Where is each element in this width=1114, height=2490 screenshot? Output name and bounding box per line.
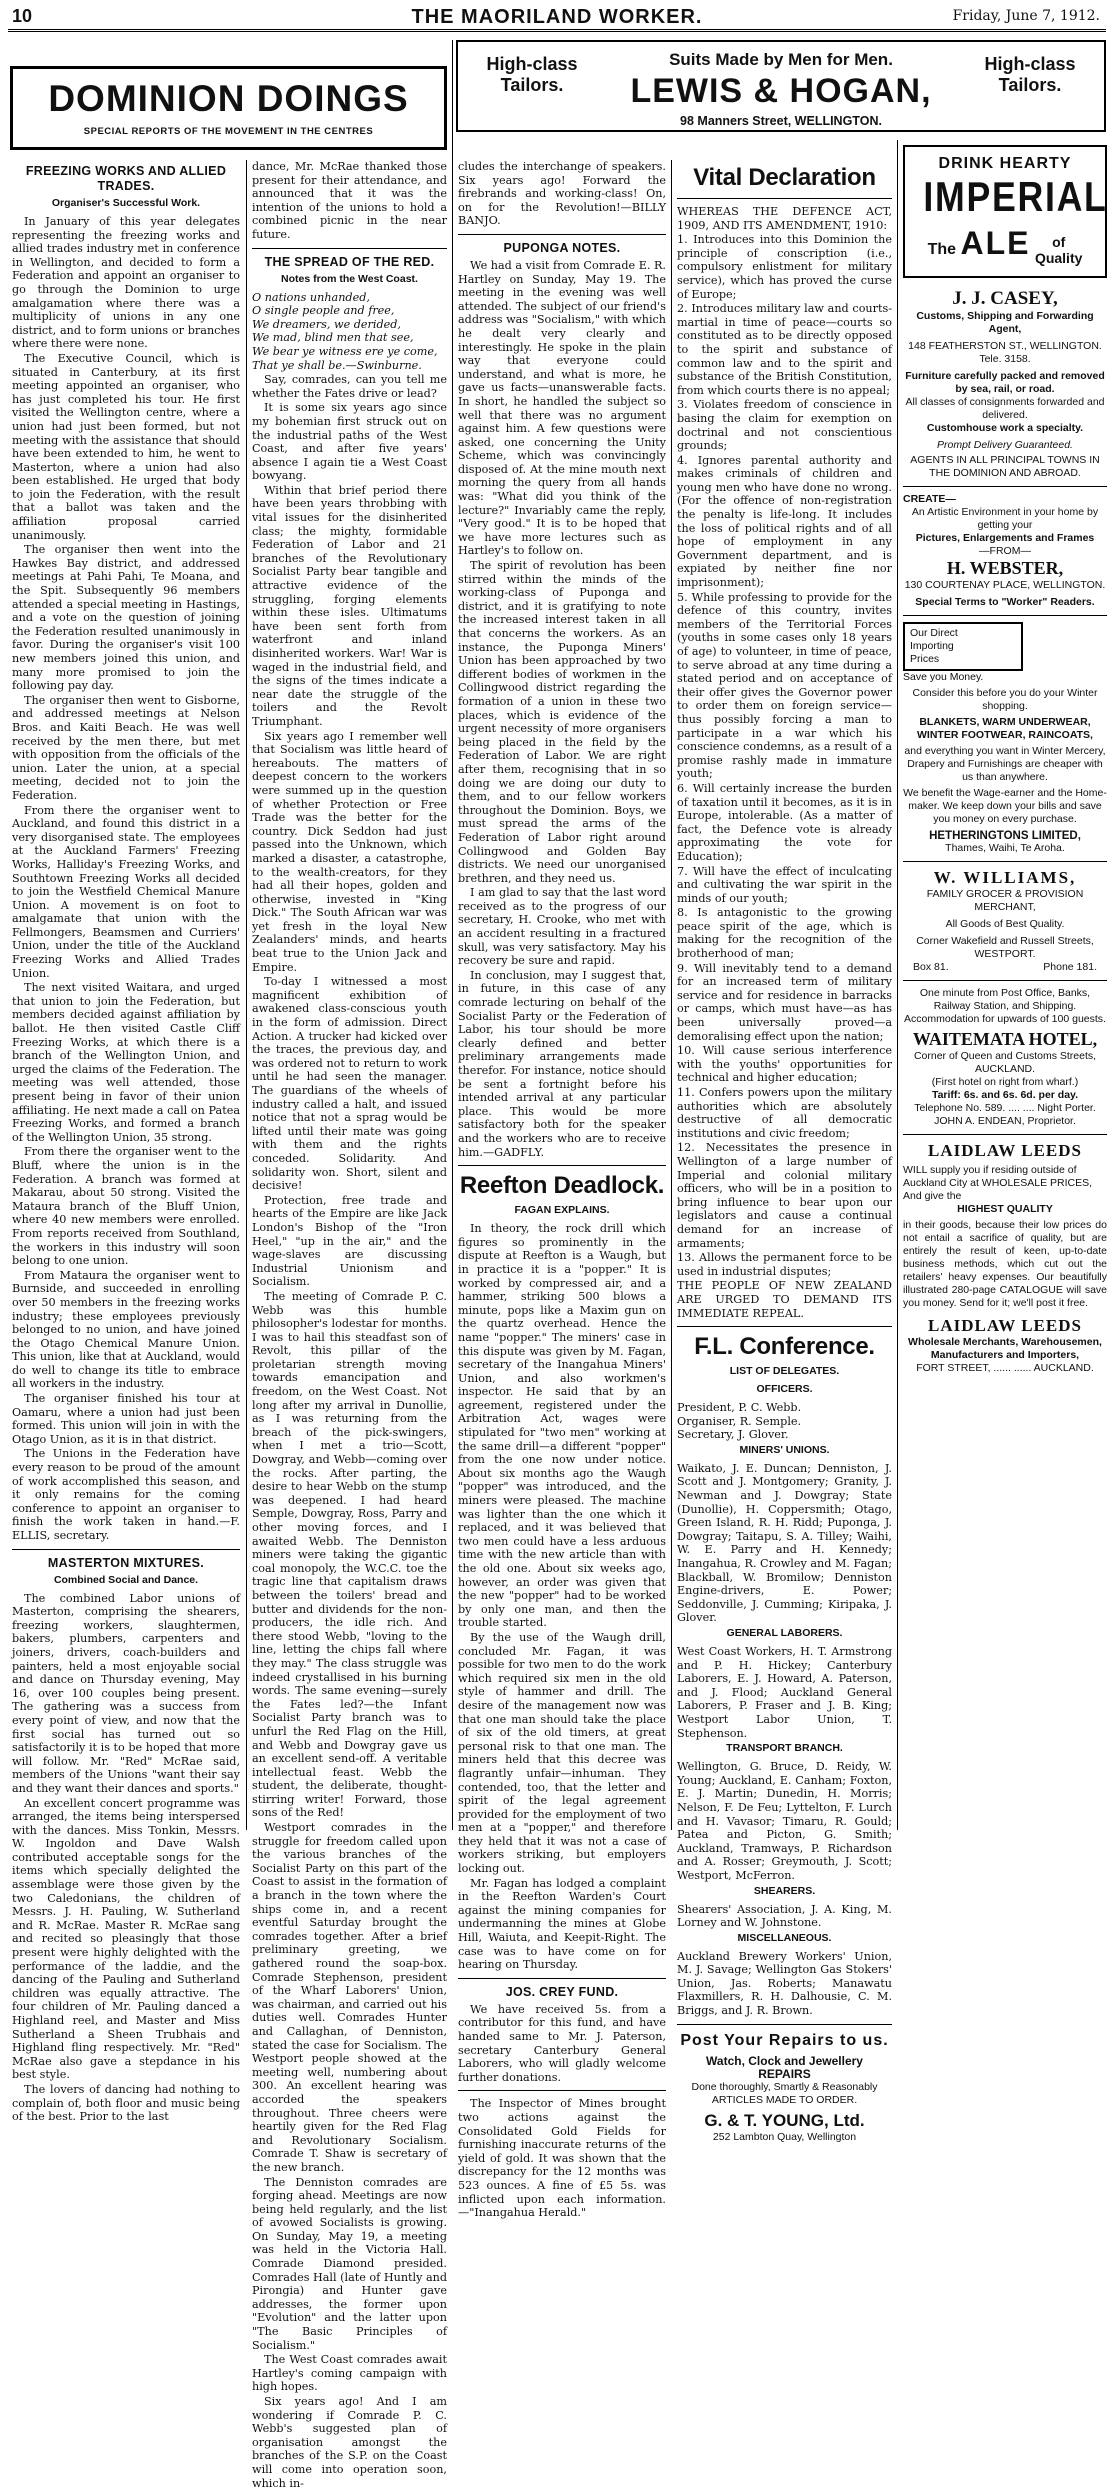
paragraph: The Inspector of Mines brought two actions against the Consolidated Gold Fields for furnishing inaccurate returns of the yield of gold. It was shown that the discrepancy for the 12 months was 523 ounces. A fine of £5 5s. was inflicted upon each information.—"Inangahua Herald." — [458, 2097, 666, 2220]
ad-name: G. & T. YOUNG, Ltd. — [704, 2110, 865, 2130]
ad-line: of — [1052, 233, 1066, 250]
laidlaw-leeds-ad — [903, 1141, 1107, 1375]
ad-name: J. J. CASEY, — [952, 287, 1058, 309]
ad-title: Post Your Repairs to us. — [680, 2031, 889, 2049]
section-title: OFFICERS. — [756, 1383, 813, 1396]
ad-line: (First hotel on right from wharf.) — [931, 1075, 1079, 1088]
divider — [458, 2090, 666, 2091]
ad-line: Corner Wakefield and Russell Streets, WESTPORT. — [916, 934, 1094, 960]
paragraph: The Unions in the Federation have every reason to be proud of the amount of work accomplished this season, and it only remains for the coming conference to appoint an organiser to finish the work taken in hand.—F. ELLIS, secretary. — [12, 1447, 240, 1542]
ad-line: CREATE— — [903, 492, 956, 505]
ad-line: FAMILY GROCER & PROVISION MERCHANT, — [926, 887, 1084, 913]
ad-address: 98 Manners Street, WELLINGTON. — [680, 114, 882, 128]
paragraph: We had a visit from Comrade E. R. Hartley on Sunday, May 19. The meeting in the evening was well attended. The subject of our friend's address was "Socialism," with which he dealt very clearly and interestingly. He spoke in the plain way that everyone could understand, and what is more, he gave us facts—unanswerable facts. In short, he handled the subject so well that there was no argument against him. A few questions were asked, one concerning the Unity Scheme, which was convincingly disposed of. At the mine mouth next morning the query from all hands was: "What did you think of the lecture?" Invariably came the reply, "Very good." It is to be hoped that we have more lectures such as Hartley's to follow on. — [458, 258, 666, 558]
section-title: TRANSPORT BRANCH. — [726, 1742, 843, 1755]
section-title: MINERS' UNIONS. — [739, 1443, 830, 1456]
ad-line: ARTICLES MADE TO ORDER. — [711, 2093, 858, 2106]
ad-line: Consider this before you do your Winter shopping. — [912, 686, 1098, 712]
paragraph: The organiser then went into the Hawkes Bay district, and addressed meetings at Pahi Pahi, Te Moana, and the Spit. Subsequently 96 members attended a special meeting in Hastings, and a vote on the question of joining the Federation resulted unanimously in favor. During the organiser's visit 100 new members joined this union, and many more promised to join the following pay day. — [12, 543, 240, 693]
ad-slogan: Suits Made by Men for Men. — [669, 50, 893, 69]
ad-address: 130 COURTENAY PLACE, WELLINGTON. — [904, 578, 1106, 591]
article-headline: Reefton Deadlock. — [459, 1172, 665, 1200]
column-2 — [252, 160, 448, 2490]
divider — [677, 1326, 892, 1327]
ad-line: FORT STREET, ...... ...... AUCKLAND. — [916, 1361, 1094, 1374]
ad-line: WILL supply you if residing outside of Auckland City at WHOLESALE PRICES, — [903, 1163, 1093, 1189]
paragraph: From Mataura the organiser went to Burnside, and succeeded in enrolling over 50 members in the freezing works industry; these employees previously belonged to no union, and have joined the Otago Chemical Manure Union. This union, like that at Auckland, would do well to change its title to embrace all workers in the industry. — [12, 1268, 240, 1391]
paragraph: The Denniston comrades are forging ahead. Meetings are now being held regularly, and the list of avowed Socialists is growing. On Sunday, May 19, a meeting was held in the Victoria Hall. Comrade Diamond presided. Comrades Hall (late of Huntly and Pirongia) and Hunter gave addresses, the former upon "Evolution" and the latter upon "The Basic Principles of Socialism." — [252, 2175, 448, 2352]
williams-ad — [903, 868, 1107, 974]
young-repairs-ad — [677, 2031, 892, 2144]
paragraph: The organiser finished his tour at Oamaru, where a union had just been formed. This union will join in with the Otago Union, as it is in that district. — [12, 1392, 240, 1446]
ad-line: Prompt Delivery Guaranteed. — [937, 438, 1073, 451]
divider — [458, 234, 666, 235]
article-subheading: Combined Social and Dance. — [53, 1573, 199, 1586]
verse: O nations unhanded, O single people and free, We dreamers, we derided, We mad, blind men that see, We bear ye witness ere ye come, That ye shall be.—Swinburne. — [252, 290, 438, 372]
divider — [677, 2024, 892, 2025]
column-rule — [671, 160, 672, 1830]
paragraph: Protection, free trade and hearts of the Empire are like Jack London's Bishop of the "Iron Heel," "up in the air," and the wage-slaves are discussing Industrial Unionism and Socialism. — [252, 1193, 447, 1289]
paragraph: By the use of the Waugh drill, concluded Mr. Fagan, it was possible for two men to do the work which required six men in the old style of hammer and drill. The desire of the management now was that one man should take the place of six of the old timers, at great personal risk to that one man. The miners held that this decree was flagrantly unfair—inhuman. They contended, too, that the letter and spirit of the legal agreement provided for the employment of two men at a "popper," and therefore they held that it was not a case of workers striking, but employers locking out. — [458, 1630, 666, 1876]
declaration-item: 3. Violates freedom of conscience in basing the claim for exemption on doctrinal and not conscientious grounds; — [677, 398, 892, 453]
paragraph: From there the organiser went to the Bluff, where the union is in the Federation. A branch was formed at Makarau, about 50 strong. Visited the Mataura branch of the Bluff Union, where 40 new members were enrolled. From reports received from Southland, the workers in this industry will soon belong to one union. — [12, 1145, 240, 1268]
paragraph: dance, Mr. McRae thanked those present for their attendance, and announced that it was the intention of the unions to hold a combined picnic in the near future. — [252, 160, 447, 241]
column-5-ads — [903, 145, 1107, 1832]
divider — [903, 615, 1107, 616]
ad-line: Special Terms to "Worker" Readers. — [915, 595, 1095, 608]
paragraph: In conclusion, may I suggest that, in future, in this case of any comrade lecturing on behalf of the Socialist Party or the Federation of Labor, his tour should be more clearly defined and better preliminary arrangements made therefor. For instance, notice should be sent a fortnight before his intended arrival at any particular place. This would be more satisfactory both for the speaker and the workers who are to receive him.—GADFLY. — [458, 968, 666, 1159]
divider — [903, 486, 1107, 487]
ad-name: LAIDLAW LEEDS — [928, 1140, 1082, 1160]
delegates-list: Auckland Brewery Workers' Union, M. J. Savage; Wellington Gas Stokers' Union, Jas. Roberts; Manawatu Flaxmillers, R. H. Dalhousie, C. M. Briggs, and J. R. Brown. — [677, 1949, 892, 2018]
paragraph: Six years ago I remember well that Socialism was little heard of hereabouts. The matters of deepest concern to the workers were summed up in the question of whether Protection or Free Trade was the better for the country. Dick Seddon had just passed into the Unknown, which marked a disaster, a catastrophe, to the wealth-creators, for they had all their hopes, golden and otherwise, invested in "King Dick." The South African war was yet fresh in the loyal New Zealanders' minds, and hearts beat true to the Union Jack and Empire. — [252, 729, 447, 974]
paragraph: We have received 5s. from a contributor for this fund, and have handed same to Mr. J. Paterson, secretary Canterbury General Laborers, who will gladly welcome further donations. — [458, 2002, 666, 2084]
divider — [677, 198, 892, 199]
column-rule — [246, 160, 247, 1830]
divider — [903, 861, 1107, 862]
ad-brand: IMPERIAL — [923, 173, 1108, 220]
divider — [458, 1978, 666, 1979]
ad-name: WAITEMATA HOTEL, — [912, 1028, 1098, 1049]
declaration-item: 4. Ignores parental authority and makes criminals of children and young men who have done no wrong. (For the offence of non-registration the penalty is life-long. It includes the loss of political rights and of all hope of employment in any Government department, and is expiated by neither fine nor imprisonment); — [677, 453, 892, 590]
divider — [903, 1134, 1107, 1135]
paragraph: cludes the interchange of speakers. Six years ago! Forward the firebrands and working-class! On, on for the Revolution!—BILLY BANJO. — [458, 160, 666, 228]
declaration-item: 13. Allows the permanent force to be used in industrial disputes; — [677, 1251, 892, 1278]
paragraph: The West Coast comrades await Hartley's coming campaign with high hopes. — [252, 2353, 447, 2394]
list-title: LIST OF DELEGATES. — [729, 1365, 840, 1378]
ad-line: REPAIRS — [758, 2066, 811, 2081]
ad-line: in their goods, because their low prices do not entail a sacrifice of quality, but are entirely the result of keen, up-to-date business methods, which cut out the retailers' heavy expenses. Our beautifully illustrated 280-page CATALOGUE will save you money. Send for it; we'll post it free. — [903, 1218, 1107, 1309]
ad-line: Our Direct Importing Prices — [903, 622, 1023, 671]
ad-tailors-left: High-class Tailors. — [486, 54, 578, 95]
hetheringtons-ad — [903, 622, 1107, 855]
paragraph: Six years ago! And I am wondering if Comrade P. C. Webb's suggested plan of organisation amongst the branches of the S.P. on the Coast will come into operation soon, which in- — [252, 2395, 447, 2490]
section-title: GENERAL LABORERS. — [726, 1627, 843, 1639]
paragraph: To-day I witnessed a most magnificent exhibition of awakened class-conscious youth in the form of admission. Direct Action. A trucker had kicked over the traces, the previous day, and was ordered not to return to work until he had seen the manager. The guardians of the wheels of industry called a halt, and issued notice that not a sprag would be lifted until their mate was going with them and the rights conceded. Solidarity. And solidarity won. Short, silent and decisive! — [252, 975, 447, 1193]
column-rule — [452, 40, 453, 1830]
paragraph: In theory, the rock drill which figures so prominently in the dispute at Reefton is a Waugh, but in practice it is a "popper." It is worked by compressed air, and a hammer, striking 500 blows a minute, pops like a Maxim gun on the quartz overhead. Hence the name "popper." The miners' case in this dispute was given by M. Fagan, secretary of the Inangahua Miners' Union, and also workmen's inspector. He said that by an agreement, registered under the Arbitration Act, wages were stipulated for "two men" working at the same drill—a different "popper" from the one now under notice. About six months ago the Waugh "popper" was introduced, and the miners were pleased. The machine was lighter than the one which it replaced, and it was believed that two men could have a less arduous time with the new article than with the old one. About six weeks ago, however, an order was given that the new "popper" had to be worked by only one man, and then the trouble started. — [458, 1222, 666, 1630]
ad-line: AGENTS IN ALL PRINCIPAL TOWNS IN THE DOMINION AND ABROAD. — [910, 453, 1100, 479]
column-3 — [458, 160, 666, 2220]
column-rule — [897, 140, 898, 1830]
paragraph: Westport comrades in the struggle for freedom called upon the various branches of the Socialist Party on this part of the Coast to assist in the formation of a branch in the town where the ships come in, and a recent eventful Saturday brought the comrades together. After a brief preliminary greeting, we gathered round the soap-box. Comrade Stephenson, president of the Wharf Laborers' Union, was chairman, and carried out his duties well. Comrades Hunter and Callaghan, of Denniston, stated the case for Socialism. The Westport people showed at the meeting well, numbering about 300. An excellent hearing was accorded the speakers throughout. Three cheers were heartily given for the Red Flag and Revolutionary Socialism. Comrade T. Shaw is secretary of the new branch. — [252, 1821, 447, 2174]
ad-line: All Goods of Best Quality. — [945, 917, 1065, 930]
delegates-list: Wellington, G. Bruce, D. Reidy, W. Young; Auckland, E. Canham; Foxton, E. J. Martin; Dunedin, H. Morris; Nelson, F. De Feu; Lyttelton, F. Lurch and H. Vavasor; Timaru, R. Gould; Patea and Picton, G. Smith; Auckland, Tramways, P. Richardson and A. Rosser; Greymouth, J. Scott; Westport, McFerron. — [677, 1760, 892, 1882]
declaration-item: 8. Is antagonistic to the growing peace spirit of the age, which is making for the recognition of the brotherhood of man; — [677, 906, 892, 961]
dominion-doings-banner — [10, 66, 447, 150]
dominion-doings-title: DOMINION DOINGS — [48, 78, 409, 119]
imperial-ale-ad — [903, 145, 1107, 278]
column-4 — [677, 160, 892, 2143]
ad-line: Telephone No. 589. .... .... Night Porter. — [914, 1101, 1096, 1114]
delegates-list: Waikato, J. E. Duncan; Denniston, J. Scott and J. Montgomery; Granity, J. Newman and J. Dowgray; State (Dunollie), H. Coppersmith; Otago, Green Island, R. H. Ridd; Puponga, J. Dowgray; Taitapu, S. A. Tilley; Waihi, W. E. Parry and H. Kennedy; Inangahua, R. Crowley and M. Fagan; Blackball, W. Bromilow; Denniston Engine-drivers, E. Power; Seddonville, J. Cumming; Kiripaka, J. Glover. — [677, 1461, 892, 1625]
paragraph: The Executive Council, which is situated in Canterbury, at its first meeting appointed an organiser, who has just completed his tour. He first visited the Wellington centre, where a union had just been formed, but not meeting with the assistance that should have been extended to him, he went to Masterton, where a union had also been established. He urged that body to join the Federation, with the result that a ballot was taken and the affiliation proposal carried unanimously. — [12, 351, 240, 542]
article-heading: THE SPREAD OF THE RED. — [264, 254, 435, 269]
ad-line: Box 81. — [913, 960, 949, 973]
webster-ad — [903, 493, 1107, 609]
paragraph: From there the organiser went to Auckland, and found this district in a very disorganised state. The employees at the Auckland Farmers' Freezing Works, Halliday's Freezing Works, and Southtown Freezing Works all decided to join the Westfield Chemical Manure Union. A movement is on foot to amalgamate that union with the Fellmongers, Beamsmen and Curriers' Union, under the title of the Auckland Freezing Works and Allied Trades Union. — [12, 803, 240, 980]
article-subheading: Organiser's Successful Work. — [51, 197, 201, 209]
officers-list: President, P. C. Webb. Organiser, R. Semple. Secretary, J. Glover. — [677, 1401, 802, 1442]
article-heading: FREEZING WORKS AND ALLIED TRADES. — [25, 164, 227, 193]
waitemata-ad — [903, 987, 1107, 1128]
ad-line: Tariff: 6s. and 6s. 6d. per day. — [931, 1088, 1079, 1101]
declaration-item: 11. Confers powers upon the military authorities which are absolutely destructive of all democratic institutions and civic freedom; — [677, 1086, 892, 1140]
ad-name: H. WEBSTER, — [946, 557, 1064, 578]
lewis-hogan-ad — [456, 40, 1106, 132]
declaration-item: 6. Will certainly increase the burden of taxation until it becomes, as it is in Europe, intolerable. (As a matter of fact, the Defence vote is already approximating the vote for Education); — [677, 781, 892, 863]
paragraph: The spirit of revolution has been stirred within the minds of the working-class of Puponga and district, and it is gratifying to note the increased interest taken in all that concerns the workers. As an instance, the Puponga Miners' Union has been approached by two different bodies of workmen in the Collingwood district regarding the formation of a union in these two places, which is evidence of the urgent necessity of more organisers being placed in the field by the Federation of Labor. We are right after them, recognising that in so doing we are doing our duty to them, and to our fellow workers throughout the Dominion. Boys, we must spread the arms of the Federation of Labor right around Collingwood and Golden Bay districts. We need our unorganised brethren, and they need us. — [458, 559, 666, 885]
ad-line: All classes of consignments forwarded and delivered. — [905, 395, 1105, 421]
paragraph: Within that brief period there have been years throbbing with vital issues for the disinherited class; the mighty, formidable Federation of Labor and 21 branches of the Revolutionary Socialist Party bear tangible and attractive evidence of the struggling, forging elements within these isles. Ultimatums have been sent forth from waterfront and inland disinherited workers. War! War is waged in the industrial field, and the signs of the times indicate a near date the struggle of the toilers and the Revolt Triumphant. — [252, 483, 447, 728]
section-title: MISCELLANEOUS. — [737, 1931, 832, 1944]
ad-line: Customhouse work a specialty. — [926, 421, 1084, 434]
ad-line: Phone 181. — [1043, 960, 1097, 973]
article-subheading: Notes from the West Coast. — [281, 272, 418, 285]
ad-line: HIGHEST QUALITY — [957, 1202, 1053, 1215]
ad-name: W. WILLIAMS, — [933, 867, 1077, 887]
divider — [12, 1549, 240, 1550]
ad-line: Save you Money. — [903, 670, 984, 683]
declaration-item: 7. Will have the effect of inculcating and cultivating the war spirit in the minds of our youth; — [677, 864, 892, 905]
paragraph: The lovers of dancing had nothing to complain of, both floor and music being of the best. Prior to the last — [12, 2082, 240, 2124]
paragraph: The organiser then went to Gisborne, and addressed meetings at Nelson Bros. and Kaiti Beach. He was well received by the men there, but met with opposition from the officials of the union. Later the union, at a special meeting, decided not to join the Federation. — [12, 693, 240, 802]
ad-line: Corner of Queen and Customs Streets, AUCKLAND. — [913, 1049, 1097, 1075]
declaration-item: 12. Necessitates the presence in Wellington of a large number of Imperial and colonial military officers, who will be in a position to bring influence to bear upon our legislators and cause a continual demand for an increase of armaments; — [677, 1141, 892, 1250]
ad-line: Watch, Clock and Jewellery — [706, 2053, 863, 2068]
ad-name: HETHERINGTONS LIMITED, — [929, 829, 1081, 842]
delegates-list: Shearers' Association, J. A. King, M. Lorney and W. Johnstone. — [677, 1902, 892, 1930]
article-heading: PUPONGA NOTES. — [503, 240, 621, 255]
ad-line: Pictures, Enlargements and Frames — [915, 531, 1095, 544]
ad-address: 252 Lambton Quay, Wellington — [712, 2130, 857, 2143]
divider — [903, 980, 1107, 981]
dominion-doings-subtitle: SPECIAL REPORTS OF THE MOVEMENT IN THE CENTRES — [83, 126, 374, 137]
paragraph: The meeting of Comrade P. C. Webb was this humble philosopher's lodestar for months. I was to hail this steadfast son of Revolt, this pillar of the proletarian strength moving towards emancipation and freedom, on the West Coast. Not long after my arrival in Dunollie, as I was returning from the breach of the pick-swingers, when I met a trio—Scott, Dowgray, and Webb—coming over the rocks. After parting, the desire to hear Webb on the stump was deepened. I had heard Semple, Dowgray, Ross, Parry and other moving forces, and I awaited Webb. The Denniston miners were taking the gigantic coal monopoly, the W.C.C. toe the tragic line that capitalism draws between the toilers' bread and butter and dividends for the non-producers, the idle rich. And there stood Webb, "loving to the line, letting the chips fall where they may." The class struggle was indeed crystallised in his burning words. The same evening—surely the Fates led?—the Infant Socialist Party branch was to unfurl the Red Flag on the Hill, and Webb and Dowgray gave us an excellent send-off. A veritable intellectual feast. Webb the student, the deliberate, thought-stirring writer! Forward, those sons of the Red! — [252, 1289, 447, 1820]
paragraph: The combined Labor unions of Masterton, comprising the shearers, freezing workers, slaughtermen, bakers, plumbers, carpenters and joiners, drivers, coach-builders and painters, held a most enjoyable social and dance on Thursday evening, May 16, over 100 couples being present. The gathering was a success from every point of view, and now that the first social has turned out so satisfactorily it is to be hoped that more will follow. Mr. "Red" McRae said, members of the Unions "want their say and they want their dances and sports." — [12, 1591, 240, 1795]
ad-name: LAIDLAW LEEDS — [928, 1315, 1082, 1335]
ad-line: An Artistic Environment in your home by getting your — [911, 505, 1099, 531]
paragraph: Mr. Fagan has lodged a complaint in the Reefton Warden's Court against the mining companies for undermanning the mines at Globe Hill, Waiuta, and Keepit-Right. The case was to have come on for hearing on Thursday. — [458, 1876, 666, 1972]
article-headline: Vital Declaration — [693, 164, 876, 191]
paper-title: THE MAORILAND WORKER. — [411, 6, 703, 28]
paragraph: Say, comrades, can you tell me whether the Fates drive or lead? — [252, 373, 447, 400]
ad-line: And give the — [903, 1189, 962, 1202]
issue-date: Friday, June 7, 1912. — [952, 8, 1100, 24]
ad-line: 148 FEATHERSTON ST., WELLINGTON. Tele. 3158. — [908, 339, 1102, 365]
declaration-closing: THE PEOPLE OF NEW ZEALAND ARE URGED TO DEMAND ITS IMMEDIATE REPEAL. — [677, 1279, 892, 1320]
ad-line: ALE — [960, 225, 1031, 261]
ad-line: and everything you want in Winter Mercery, Drapery and Furnishings are cheaper with us than anywhere. — [904, 744, 1106, 783]
ad-line: Customs, Shipping and Forwarding Agent, — [916, 309, 1094, 335]
divider — [458, 1165, 666, 1166]
declaration-item: 2. Introduces military law and courts-martial in time of peace—courts so constituted as to be directly opposed to the spirit and substance of common law and to the spirit and substance of the British Constitution, from which courts there is no appeal; — [677, 302, 892, 397]
paragraph: I am glad to say that the last word received as to the progress of our secretary, H. Crooke, who met with an accident resulting in a fractured skull, was very satisfactory. May his recovery be sure and rapid. — [458, 886, 666, 968]
column-1 — [12, 160, 240, 2124]
ad-line: BLANKETS, WARM UNDERWEAR, WINTER FOOTWEAR, RAINCOATS, — [917, 715, 1093, 741]
ad-line: Quality — [1034, 249, 1083, 266]
ad-tailors-right: High-class Tailors. — [984, 54, 1076, 95]
paragraph: An excellent concert programme was arranged, the items being interspersed with the dances. Miss Tonkin, Messrs. W. Ingoldon and Dave Walsh contributed acceptable songs for the items which specially delighted the assemblage were those given by the two Caledonians, the children of Messrs. J. H. Pauling, W. Sutherland and R. McRae. Master R. McRae sang and recited so pleasingly that those present were highly delighted with the performance of the laddie, and the dancing of the Pauling and Sutherland children was equally attractive. The four children of Mr. Pauling danced a Highland reel, and Master and Miss Sutherland a Sheen Trubhais and Highland fling respectively. Mr. "Red" McRae also gave a stepdance in his best style. — [12, 1796, 240, 2082]
divider — [252, 248, 447, 249]
declaration-items — [677, 233, 892, 1278]
declaration-item: 10. Will cause serious interference with the youths' opportunities for technical and higher education; — [677, 1044, 892, 1085]
ad-firm-name: LEWIS & HOGAN, — [630, 72, 932, 110]
page-number: 10 — [12, 6, 33, 26]
casey-ad — [903, 288, 1107, 480]
article-subheading: FAGAN EXPLAINS. — [514, 1204, 610, 1217]
article-heading: JOS. CREY FUND. — [505, 1984, 619, 1999]
ad-line: The — [927, 241, 957, 258]
ad-line: —FROM— — [979, 544, 1031, 557]
ad-line: We benefit the Wage-earner and the Home-maker. We keep down your bills and save you money on every purchase. — [903, 786, 1107, 825]
ad-line: Wholesale Merchants, Warehousemen, Manufacturers and Importers, — [908, 1335, 1102, 1361]
declaration-lead: WHEREAS THE DEFENCE ACT, 1909, AND ITS AMENDMENT, 1910: — [677, 205, 892, 232]
declaration-item: 9. Will inevitably tend to a demand for an increased term of military service and for residence in barracks or camps, which must have—as has been universally proved—a demoralising effect upon the nation; — [677, 961, 892, 1043]
article-heading: MASTERTON MIXTURES. — [47, 1555, 205, 1570]
declaration-item: 5. While professing to provide for the defence of this country, invites members of the Territorial Forces (youths in some cases only 18 years of age) to volunteer, in time of peace, to serve abroad at any time during a stated period and on acceptance of their offer gives the Governor power to order them on foreign service—thus possibly forcing a man to participate in a war which his conscience condemns, as a result of a promise rashly made in immature youth; — [677, 590, 892, 781]
section-title: SHEARERS. — [753, 1884, 816, 1897]
article-headline: F.L. Conference. — [694, 1333, 875, 1361]
ad-line: Furniture carefully packed and removed by sea, rail, or road. — [905, 369, 1105, 395]
paragraph: It is some six years ago since my bohemian first struck out on the industrial paths of the West Coast, and after five years' absence I again tie a West Coast bowyang. — [252, 401, 447, 483]
ad-line: Done thoroughly, Smartly & Reasonably — [691, 2080, 878, 2093]
ad-line: JOHN A. ENDEAN, Proprietor. — [934, 1114, 1076, 1127]
ad-line: One minute from Post Office, Banks, Railway Station, and Shipping. Accommodation for upwards of 100 guests. — [904, 986, 1106, 1025]
delegates-list: West Coast Workers, H. T. Armstrong and P. H. Hickey; Canterbury Laborers, E. J. Howard, A. Paterson, and J. Flood; Auckland General Laborers, P. Fraser and J. B. King; Westport Labor Union, T. Stephenson. — [677, 1645, 892, 1740]
masthead — [8, 6, 1106, 32]
paragraph: In January of this year delegates representing the freezing works and allied trades industry met in conference in Wellington, and decided to form a Federation and appoint an organiser to go through the Dominion to urge amalgamation where there was a multiplicity of unions in any one district, and to form unions or branches where there were none. — [12, 215, 240, 351]
paragraph: The next visited Waitara, and urged that union to join the Federation, but members decided against affiliation by ballot. He then visited Castle Cliff Freezing Works, at which there is a branch of the Wellington Union, and urged the claims of the Federation. The meeting was well attended, those present being in favor of their union affiliating. He next made a call on Patea Freezing Works, and formed a branch of the Wellington Union, 35 strong. — [12, 981, 240, 1144]
ad-line: DRINK HEARTY — [938, 155, 1072, 172]
ad-line: Thames, Waihi, Te Aroha. — [945, 841, 1065, 854]
declaration-item: 1. Introduces into this Dominion the principle of conscription (i.e., compulsory enlistment for military service), which has proved the curse of Europe; — [677, 233, 892, 301]
